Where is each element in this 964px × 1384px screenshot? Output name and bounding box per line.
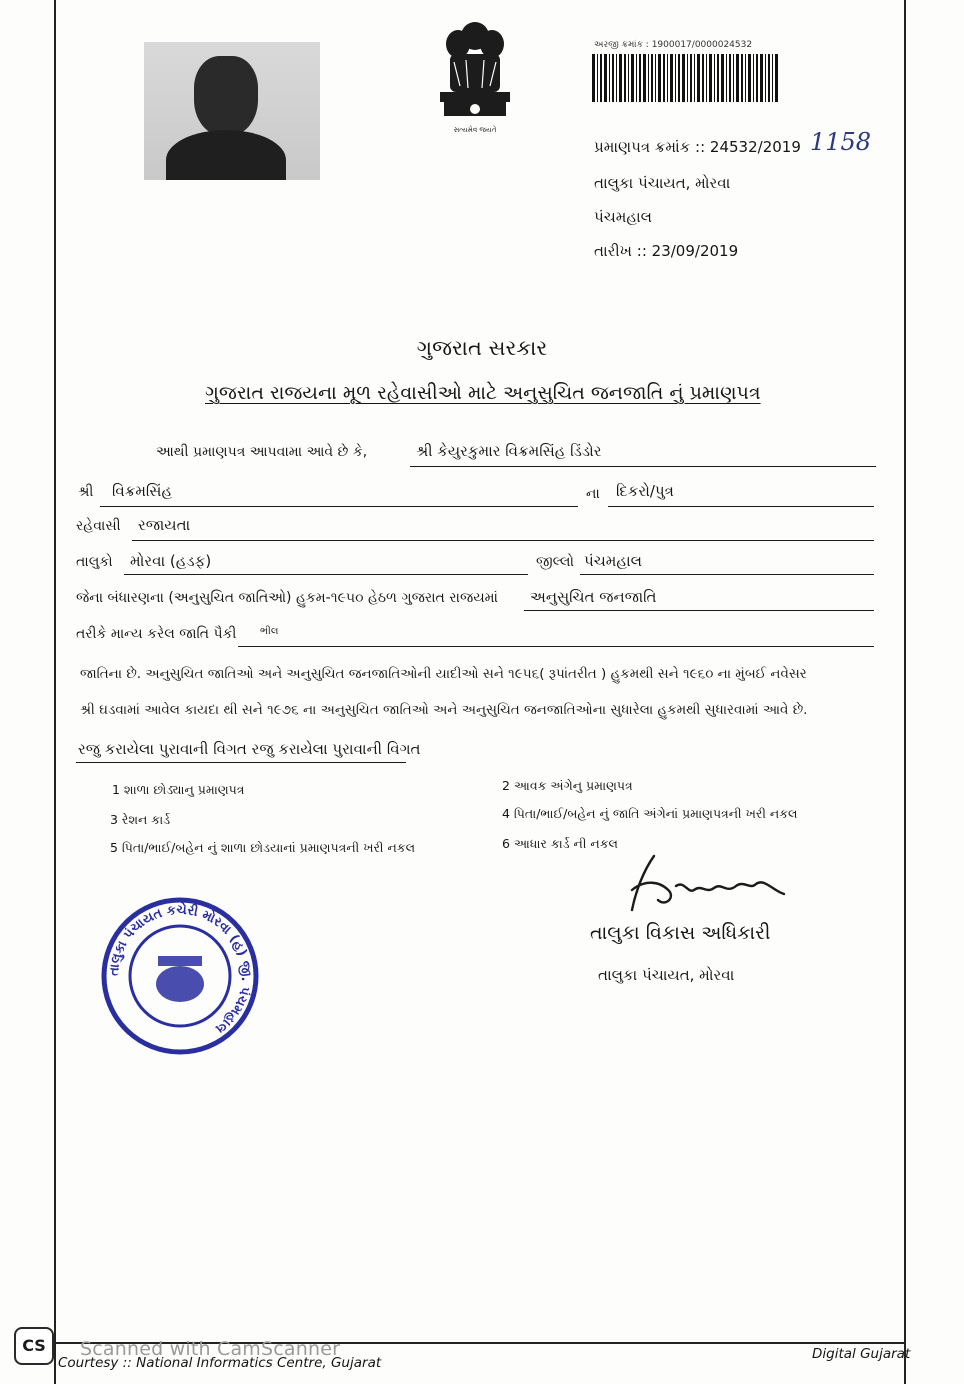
office-line: તાલુકા પંચાયત, મોરવા xyxy=(594,174,731,192)
applicant-name: શ્રી કેયુરકુમાર વિક્રમસિંહ ડિંડોર xyxy=(416,442,602,460)
district-underline xyxy=(580,574,874,575)
applicant-photo xyxy=(144,42,320,180)
national-emblem-icon xyxy=(430,14,520,136)
category: અનુસુચિત જનજાતિ xyxy=(530,588,657,606)
page-border-right xyxy=(904,0,906,1384)
seal-text: તાલુકા પંચાયત કચેરી મોરવા (હ) જી. પંચમહાલ xyxy=(106,902,254,1037)
evidence-item: 2 આવક અંગેનુ પ્રમાણપત્ર xyxy=(502,778,633,793)
taluka-label: તાલુકો xyxy=(76,554,113,570)
caste: ભીલ xyxy=(260,626,279,637)
government-title: ગુજરાત સરકાર xyxy=(416,336,548,360)
relation: દિકરો/પુત્ર xyxy=(616,482,674,500)
district-label: જીલ્લો xyxy=(536,554,574,570)
camscanner-logo: CS xyxy=(14,1327,54,1365)
page-border-left xyxy=(54,0,56,1384)
name-underline xyxy=(410,466,876,467)
handwritten-number: 1158 xyxy=(810,128,872,156)
father-name: વિક્રમસિંહ xyxy=(112,482,173,500)
emblem-caption: સત્યમેવ જયતે xyxy=(453,126,497,134)
village-underline xyxy=(132,540,874,541)
father-underline xyxy=(100,506,578,507)
village: રજાયતા xyxy=(138,516,191,534)
taluka: મોરવા (હડફ) xyxy=(130,552,212,570)
caste-label: તરીકે માન્ય કરેલ જાતિ પૈકી xyxy=(76,626,237,642)
officer-signature xyxy=(614,850,794,920)
certificate-title: ગુજરાત રાજયના મૂળ રહેવાસીઓ માટે અનુસુચિત જનજાતિ નું પ્રમાણપત્ર xyxy=(205,382,761,404)
na-label: ના xyxy=(586,486,600,502)
certificate-number-value: :: 24532/2019 xyxy=(695,138,801,156)
caste-underline xyxy=(238,646,874,647)
signatory-title: તાલુકા વિકાસ અધિકારી xyxy=(590,922,771,944)
evidence-heading: રજુ કરાયેલા પુરાવાની વિગત રજુ કરાયેલા પુરાવાની વિગત xyxy=(78,740,421,758)
relation-underline xyxy=(608,506,874,507)
courtesy-note: Courtesy :: National Informatics Centre, Gujarat xyxy=(58,1355,382,1371)
office-seal xyxy=(100,896,260,1056)
category-underline xyxy=(524,610,874,611)
certificate-number-label: પ્રમાણપત્ર ક્રમાંક xyxy=(594,138,691,156)
district: પંચમહાલ xyxy=(584,552,643,570)
issue-date-label: તારીખ :: xyxy=(594,242,647,260)
district-line: પંચમહાલ xyxy=(594,208,653,226)
evidence-item: 4 પિતા/ભાઈ/બહેન નું જાતિ અંગેનાં પ્રમાણપત્રની ખરી નકલ xyxy=(502,806,798,821)
signatory-office: તાલુકા પંચાયત, મોરવા xyxy=(598,966,735,984)
statement-line-1: જાતિના છે. અનુસુચિત જાતિઓ અને અનુસુચિત જનજાતિઓની યાદીઓ સને ૧૯૫૬( રૂપાંતરીત ) હુકમથી સને ૧૯૬૦ ના મુંબઈ નવેસર xyxy=(80,666,807,682)
statement-line-2: શ્રી ઘડવામાં આવેલ કાયદા થી સને ૧૯૭૬ ના અનુસુચિત જાતિઓ અને અનુસુચિત જનજાતિઓના સુધારેલા હુકમથી સુધારવામાં આવે છે. xyxy=(80,702,808,718)
barcode-number: અરજી ક્રમાંક : 1900017/0000024532 xyxy=(594,40,753,50)
resident-label: રહેવાસી xyxy=(76,518,121,534)
issue-date-value: 23/09/2019 xyxy=(651,242,739,260)
evidence-heading-underline xyxy=(76,762,406,763)
barcode xyxy=(592,54,780,102)
evidence-item: 6 આધાર કાર્ડ ની નકલ xyxy=(502,836,618,851)
issue-date xyxy=(594,242,738,260)
taluka-underline xyxy=(124,574,528,575)
order-text: જેના બંધારણના (અનુસુચિત જાતિઓ) હુકમ-૧૯૫૦ હેઠળ ગુજરાત રાજયમાં xyxy=(76,590,498,606)
evidence-item: 1 શાળા છોડ્યાનુ પ્રમાણપત્ર xyxy=(112,782,245,797)
evidence-item: 3 રેશન કાર્ડ xyxy=(110,812,171,827)
certificate-number xyxy=(594,138,801,156)
shri-label: શ્રી xyxy=(78,484,94,500)
evidence-item: 5 પિતા/ભાઈ/બહેન નું શાળા છોડયાનાં પ્રમાણપત્રની ખરી નકલ xyxy=(110,840,416,855)
intro-label: આથી પ્રમાણપત્ર આપવામા આવે છે કે, xyxy=(156,444,368,460)
brand-label: Digital Gujarat xyxy=(812,1346,911,1362)
camscanner-watermark: Scanned with CamScanner xyxy=(80,1338,341,1360)
